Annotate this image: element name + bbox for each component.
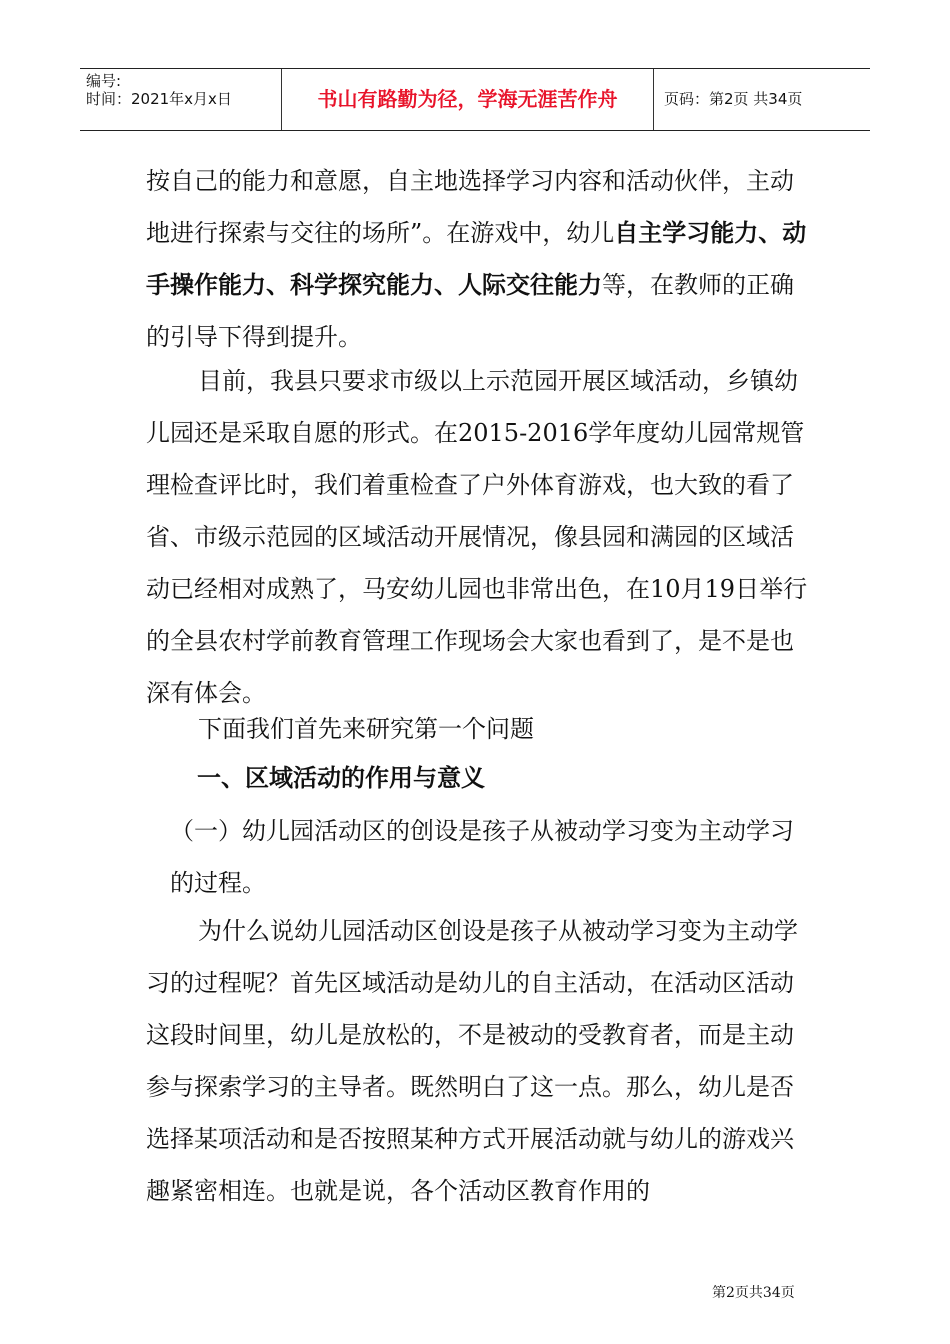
subsection-heading <box>170 805 816 909</box>
paragraph-current-status <box>146 355 816 719</box>
doc-number-label: 编号: <box>86 72 122 90</box>
page-header <box>80 68 870 131</box>
bold-emphasis: 自主学习能力、动手操作能力、科学探究能力、人际交往能力 <box>146 218 807 299</box>
header-motto-cell <box>282 69 654 130</box>
paragraph-text-end: 等，在教师的正确的引导下得到提升。 <box>146 271 794 351</box>
paragraph-explanation <box>146 905 816 1217</box>
section-heading: 一、区域活动的作用与意义 <box>197 764 485 792</box>
paragraph-text: 为什么说幼儿园活动区创设是孩子从被动学习变为主动学习的过程呢？首先区域活动是幼儿的自主活动，在活动区活动这段时间里，幼儿是放松的，不是被动的受教育者，而是主动参与探索学习的主导者。既然明白了这一点。那么，幼儿是否选择某项活动和是否按照某种方式开展活动就与幼儿的游戏兴趣紧密相连。也就是说，各个活动区教育作用的 <box>146 917 798 1205</box>
page-footer: 第2页共34页 <box>712 1285 795 1301</box>
paragraph-transition <box>146 703 816 755</box>
subsection-text: （一）幼儿园活动区的创设是孩子从被动学习变为主动学习的过程。 <box>170 817 794 897</box>
paragraph-text: 下面我们首先来研究第一个问题 <box>198 715 534 743</box>
paragraph-text: 按自己的能力和意愿，自主地选择学习内容和活动伙伴，主动地进行探索与交往的场所”。在游戏中，幼儿 <box>146 167 794 247</box>
header-motto: 书山有路勤为径，学海无涯苦作舟 <box>317 87 618 111</box>
header-page-cell <box>654 69 870 130</box>
paragraph-continued <box>146 155 816 363</box>
header-page-number: 页码：第2页 共34页 <box>664 90 803 108</box>
header-meta-cell <box>80 69 282 130</box>
doc-date-label: 时间：2021年x月x日 <box>86 90 232 108</box>
paragraph-text: 目前，我县只要求市级以上示范园开展区域活动，乡镇幼儿园还是采取自愿的形式。在2015-2016学年度幼儿园常规管理检查评比时，我们着重检查了户外体育游戏，也大致的看了省、市级示范园的区域活动开展情况，像县园和满园的区域活动已经相对成熟了，马安幼儿园也非常出色，在10月19日举行的全县农村学前教育管理工作现场会大家也看到了，是不是也深有体会。 <box>146 367 808 707</box>
